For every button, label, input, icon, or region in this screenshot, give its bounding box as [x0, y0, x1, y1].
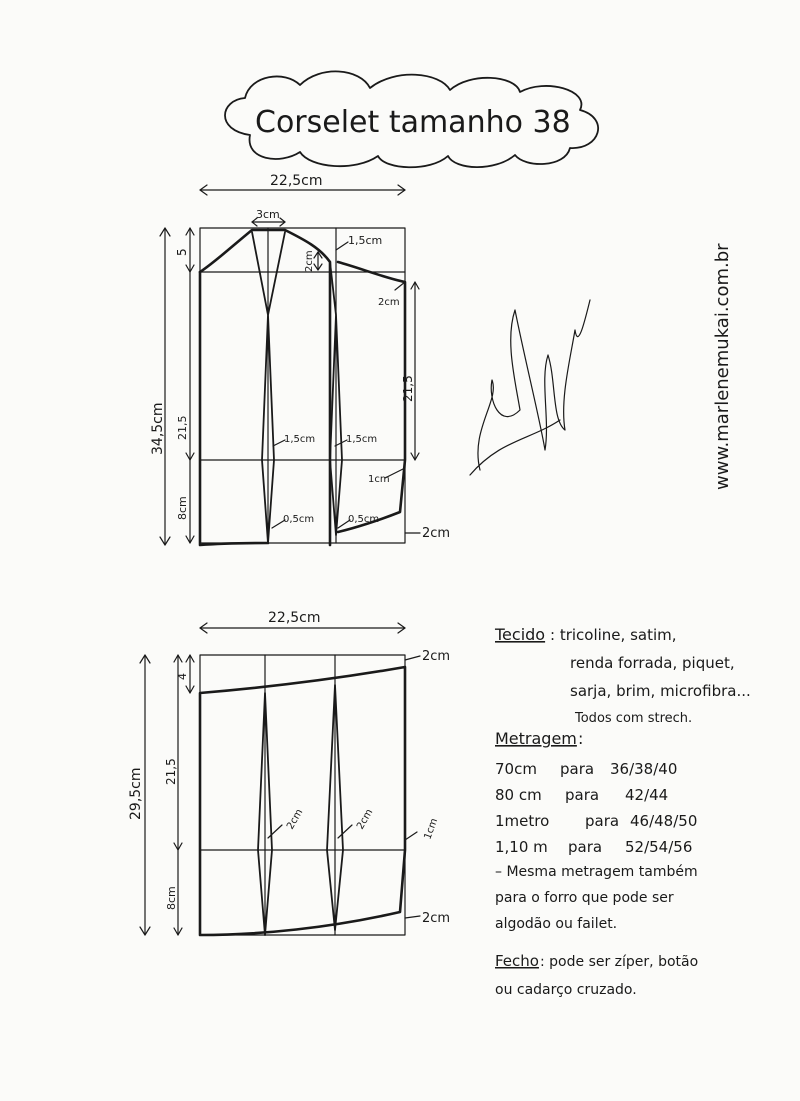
back-height-label: 29,5cm	[128, 767, 144, 820]
closure-label: Fecho	[495, 952, 539, 970]
front-neck-drop-label: 2cm	[304, 250, 315, 272]
yardage-row-4-sizes: 52/54/56	[625, 838, 693, 856]
svg-text:Marlene Mukai: Marlene Mukai	[0, 0, 8, 1]
front-dart-top-label: 3cm	[256, 208, 280, 221]
lining-line-2: para o forro que pode ser	[495, 890, 674, 906]
front-width-label: 22,5cm	[270, 173, 323, 189]
yardage-suffix: :	[578, 729, 584, 748]
yardage-row-2-sizes: 42/44	[625, 786, 669, 804]
fabric-label: Tecido	[495, 625, 546, 644]
fabric-line-2: renda forrada, piquet,	[570, 654, 735, 672]
back-piece	[140, 623, 420, 935]
front-side-upper-label: 21,5	[401, 375, 415, 402]
back-dart2-label: 2cm	[355, 807, 376, 832]
yardage-row-2-amount: 80 cm	[495, 786, 542, 804]
front-armhole-label: 2cm	[378, 297, 400, 308]
yardage-row-3-sizes: 46/48/50	[630, 812, 698, 830]
back-top-left-label: 4	[176, 673, 189, 680]
front-side-waist-label: 1cm	[368, 474, 390, 485]
yardage-row-4-amount: 1,10 m	[495, 838, 548, 856]
front-dart2-hem-label: 0,5cm	[348, 514, 380, 525]
back-top-right-label: 2cm	[422, 649, 451, 664]
closure-line-1: : pode ser zíper, botão	[540, 954, 699, 970]
lining-line-1: – Mesma metragem também	[495, 864, 698, 880]
front-dart1-hem-label: 0,5cm	[283, 514, 315, 525]
front-left-mid-label: 21,5	[176, 415, 189, 440]
back-bottom-height-label: 8cm	[165, 886, 178, 910]
yardage-row-2-para: para	[565, 786, 600, 804]
closure-line-2: ou cadarço cruzado.	[495, 982, 637, 998]
back-side-label: 1cm	[422, 816, 441, 842]
yardage-row-3-amount: 1metro	[495, 812, 550, 830]
signature	[0, 0, 590, 475]
back-mid-label: 21,5	[164, 758, 178, 785]
front-dart1-mid-label: 1,5cm	[284, 434, 316, 445]
yardage-row-1-amount: 70cm	[495, 760, 537, 778]
lining-line-3: algodão ou failet.	[495, 916, 618, 932]
yardage-row-1-sizes: 36/38/40	[610, 760, 678, 778]
yardage-row-3-para: para	[585, 812, 620, 830]
front-top-offset-label: 1,5cm	[348, 234, 383, 247]
back-width-label: 22,5cm	[268, 610, 321, 626]
yardage-label: Metragem	[495, 729, 577, 748]
front-height-label: 34,5cm	[150, 402, 166, 455]
fabric-line-3: sarja, brim, microfibra...	[570, 682, 751, 700]
front-hem-drop-label: 2cm	[422, 526, 451, 541]
website-url: www.marlenemukai.com.br	[712, 243, 733, 490]
front-bottom-height-label: 8cm	[176, 496, 189, 520]
front-left-top-label: 5	[175, 248, 189, 256]
fabric-line-4: Todos com strech.	[575, 711, 693, 726]
yardage-row-1-para: para	[560, 760, 595, 778]
fabric-line-1: : tricoline, satim,	[550, 626, 677, 644]
back-dart1-label: 2cm	[285, 807, 306, 832]
notes	[494, 625, 751, 998]
back-hem-drop-label: 2cm	[422, 911, 451, 926]
page-title: Corselet tamanho 38	[255, 105, 571, 140]
yardage-row-4-para: para	[568, 838, 603, 856]
front-dart2-mid-label: 1,5cm	[346, 434, 378, 445]
